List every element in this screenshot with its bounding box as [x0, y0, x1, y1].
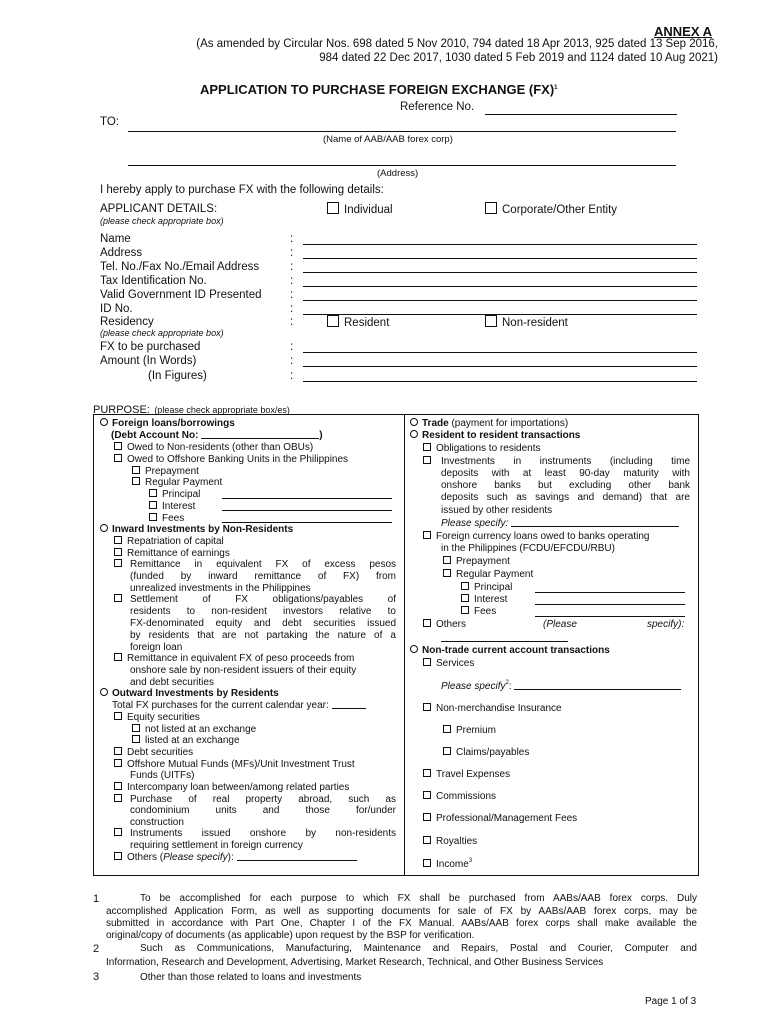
checkbox-icon[interactable] [423, 443, 431, 451]
radio-icon[interactable] [100, 524, 108, 532]
corporate-option[interactable]: Corporate/Other Entity [485, 202, 617, 216]
nonmerch-option[interactable]: Non-merchandise Insurance [423, 703, 562, 714]
investments-line-3: onshore banks but excluding other bank [441, 480, 690, 491]
right-prepayment-option[interactable]: Prepayment [443, 556, 510, 567]
total-fx: Total FX purchases for the current calendar year: [112, 700, 366, 711]
checkbox-icon[interactable] [114, 653, 122, 661]
remittance-peso-line-3: and debt securities [130, 677, 214, 688]
remittance-earnings-option[interactable]: Remittance of earnings [114, 548, 230, 559]
remittance-excess-line-2: (funded by inward remittance of FX) from [130, 571, 396, 582]
trade-option[interactable]: Trade (payment for importations) [410, 418, 568, 429]
individual-option[interactable]: Individual [327, 202, 393, 216]
owed-nonresidents-option[interactable]: Owed to Non-residents (other than OBUs) [114, 442, 313, 453]
address-label: Address [100, 247, 143, 259]
reference-input[interactable] [485, 114, 677, 115]
fx-label: FX to be purchased [100, 341, 201, 353]
interest-option[interactable]: Interest [149, 501, 195, 512]
checkbox-icon[interactable] [149, 489, 157, 497]
checkbox-icon[interactable] [485, 315, 497, 327]
right-interest-input[interactable] [535, 604, 685, 605]
settlement-option[interactable] [114, 594, 127, 605]
right-others-please: (Please [543, 619, 577, 630]
checkbox-icon[interactable] [114, 794, 122, 802]
debt-account-input[interactable] [201, 430, 319, 439]
checkbox-icon[interactable] [423, 703, 431, 711]
investments-line-1: Investments in instruments (including time [441, 456, 690, 467]
right-interest-option[interactable]: Interest [461, 594, 507, 605]
checkbox-icon[interactable] [423, 836, 431, 844]
premium-option[interactable]: Premium [443, 725, 496, 736]
right-regular-option[interactable]: Regular Payment [443, 569, 533, 580]
checkbox-icon[interactable] [114, 828, 122, 836]
checkbox-icon[interactable] [114, 454, 122, 462]
listed-option[interactable]: listed at an exchange [132, 735, 240, 746]
colon: : [290, 303, 294, 315]
checkbox-icon[interactable] [114, 548, 122, 556]
intercompany-option[interactable]: Intercompany loan between/among related parties [114, 782, 349, 793]
right-principal-input[interactable] [535, 592, 685, 593]
words-label: Amount (In Words) [100, 355, 197, 367]
recipient-address-input[interactable] [128, 165, 676, 166]
equity-option[interactable]: Equity securities [114, 712, 200, 723]
right-principal-option[interactable]: Principal [461, 582, 512, 593]
checkbox-icon[interactable] [423, 813, 431, 821]
colon: : [290, 289, 294, 301]
residency-label: Residency [100, 316, 154, 328]
owed-obu-option[interactable]: Owed to Offshore Banking Units in the Philippines [114, 454, 348, 465]
applicant-label: APPLICANT DETAILS: [100, 203, 218, 215]
others-option[interactable]: Others (Please specify): [114, 852, 357, 863]
obligations-option[interactable]: Obligations to residents [423, 443, 541, 454]
checkbox-icon[interactable] [114, 442, 122, 450]
real-property-line-1: Purchase of real property abroad, such as [130, 794, 396, 805]
investments-option[interactable] [423, 456, 436, 467]
foreign-loans-option[interactable]: Foreign loans/borrowings [100, 418, 235, 429]
footnote-3-text: Other than those related to loans and investments [140, 972, 362, 983]
radio-icon[interactable] [410, 418, 418, 426]
colon: : [290, 247, 294, 259]
res-to-res-option[interactable]: Resident to resident transactions [410, 430, 580, 441]
fees-option[interactable]: Fees [149, 513, 184, 524]
checkbox-icon[interactable] [423, 769, 431, 777]
others-input[interactable] [237, 852, 357, 861]
services-specify: Please specify$^2$: [441, 680, 681, 692]
radio-icon[interactable] [410, 430, 418, 438]
fc-loans-line-2: in the Philippines (FCDU/EFCDU/RBU) [441, 543, 615, 554]
offshore-funds-option[interactable]: Offshore Mutual Funds (MFs)/Unit Investment Trust [114, 759, 355, 770]
travel-option[interactable]: Travel Expenses [423, 769, 510, 780]
footnote-2-number: 2 [93, 943, 100, 955]
gov-id-input[interactable] [303, 300, 697, 301]
checkbox-icon[interactable] [461, 582, 469, 590]
checkbox-icon[interactable] [423, 619, 431, 627]
checkbox-icon[interactable] [423, 531, 431, 539]
right-others-option[interactable]: Others [423, 619, 466, 630]
checkbox-icon[interactable] [114, 536, 122, 544]
investments-line-5: issued by other residents [441, 505, 553, 516]
checkbox-icon[interactable] [132, 466, 140, 474]
prepayment-option[interactable]: Prepayment [132, 466, 199, 477]
id-no-label: ID No. [100, 303, 133, 315]
intro-text: I hereby apply to purchase FX with the following details: [100, 184, 384, 196]
footnote-1-line-3: submitted in accordance with Part One, Chapter I of the FX Manual. AABs/AAB forex corps shall make available the [106, 918, 697, 929]
total-fx-input[interactable] [332, 700, 366, 709]
footnote-1-line-4: original/copy of documents (as applicable) upon request by the BSP for verification. [106, 930, 475, 941]
checkbox-icon[interactable] [443, 556, 451, 564]
fees-input[interactable] [222, 522, 392, 523]
debt-securities-option[interactable]: Debt securities [114, 747, 193, 758]
royalties-option[interactable]: Royalties [423, 836, 477, 847]
tel-label: Tel. No./Fax No./Email Address [100, 261, 260, 273]
radio-icon[interactable] [410, 645, 418, 653]
instruments-option[interactable] [114, 828, 127, 839]
checkbox-icon[interactable] [114, 747, 122, 755]
remittance-peso-option[interactable]: Remittance in equivalent FX of peso proceeds from [114, 653, 354, 664]
footnote-1-line-1: To be accomplished for each purpose to which FX shall be purchased from AABs/AAB forex corps. Duly [140, 893, 697, 904]
checkbox-icon[interactable] [327, 202, 339, 214]
investments-specify-input[interactable] [511, 518, 679, 527]
settlement-line-5: foreign loan [130, 642, 183, 653]
instruments-line-1: Instruments issued onshore by non-residents [130, 828, 396, 839]
colon: : [290, 341, 294, 353]
checkbox-icon[interactable] [149, 501, 157, 509]
purpose-divider [404, 414, 405, 876]
words-input[interactable] [303, 366, 697, 367]
footnote-3-number: 3 [93, 971, 100, 983]
fx-input[interactable] [303, 352, 697, 353]
checkbox-icon[interactable] [423, 791, 431, 799]
figures-label: (In Figures) [148, 370, 207, 382]
checkbox-icon[interactable] [461, 606, 469, 614]
inward-option[interactable]: Inward Investments by Non-Residents [100, 524, 293, 535]
checkbox-icon[interactable] [114, 559, 122, 567]
recipient-name-input[interactable] [128, 131, 676, 132]
remittance-excess-option[interactable] [114, 559, 127, 570]
name-input[interactable] [303, 244, 697, 245]
remittance-excess-line-1: Remittance in equivalent FX of excess pesos [130, 559, 396, 570]
remittance-excess-line-3: unrealized investments in the Philippines [130, 583, 311, 594]
colon: : [290, 261, 294, 273]
checkbox-icon[interactable] [114, 759, 122, 767]
checkbox-icon[interactable] [132, 735, 140, 743]
form-title: APPLICATION TO PURCHASE FOREIGN EXCHANGE (FX)$^1$ [200, 82, 558, 97]
principal-input[interactable] [222, 498, 392, 499]
applicant-hint: (please check appropriate box) [100, 216, 224, 226]
not-listed-option[interactable]: not listed at an exchange [132, 724, 256, 735]
colon: : [290, 233, 294, 245]
amendment-line-2: 984 dated 22 Dec 2017, 1030 dated 5 Feb 2019 and 1124 dated 10 Aug 2021) [319, 52, 718, 64]
debt-account: (Debt Account No: ) [111, 430, 323, 441]
services-specify-input[interactable] [514, 681, 681, 690]
checkbox-icon[interactable] [461, 594, 469, 602]
resident-option[interactable]: Resident [327, 315, 389, 329]
annex-label: ANNEX A [654, 24, 713, 39]
address-input[interactable] [303, 258, 697, 259]
outward-option[interactable]: Outward Investments by Residents [100, 688, 279, 699]
right-fees-option[interactable]: Fees [461, 606, 496, 617]
tel-input[interactable] [303, 272, 697, 273]
checkbox-icon[interactable] [114, 594, 122, 602]
footnote-2-line-1: Such as Communications, Manufacturing, Maintenance and Repairs, Postal and Courier, Computer and [140, 943, 697, 954]
radio-icon[interactable] [100, 418, 108, 426]
checkbox-icon[interactable] [132, 724, 140, 732]
checkbox-icon[interactable] [149, 513, 157, 521]
to-label: TO: [100, 116, 119, 128]
instruments-line-2: requiring settlement in foreign currency [130, 840, 303, 851]
offshore-funds-line-2: Funds (UITFs) [130, 770, 195, 781]
checkbox-icon[interactable] [114, 852, 122, 860]
real-property-line-2: condominium units and those for/under [130, 805, 396, 816]
real-property-option[interactable] [114, 794, 127, 805]
footnote-1-number: 1 [93, 893, 100, 905]
investments-line-4: deposits such as savings and demand) that are [441, 492, 690, 503]
commissions-option[interactable]: Commissions [423, 791, 496, 802]
settlement-line-1: Settlement of FX obligations/payables of [130, 594, 396, 605]
checkbox-icon[interactable] [443, 747, 451, 755]
settlement-line-2: residents to non-resident investors relative to [130, 606, 396, 617]
checkbox-icon[interactable] [114, 782, 122, 790]
radio-icon[interactable] [100, 688, 108, 696]
checkbox-icon[interactable] [114, 712, 122, 720]
checkbox-icon[interactable] [423, 456, 431, 464]
footnote-1-line-2: accomplished Application Form, as well as supporting documents for sale of FX by AABs/AAB forex corps, may be [106, 906, 697, 917]
gov-id-label: Valid Government ID Presented [100, 289, 262, 301]
investments-line-2: deposits with at least 90-day maturity with [441, 468, 690, 479]
right-others-input[interactable] [441, 641, 568, 642]
purpose-label: PURPOSE: (please check appropriate box/es) [93, 404, 290, 416]
checkbox-icon[interactable] [485, 202, 497, 214]
amendment-line-1: (As amended by Circular Nos. 698 dated 5 Nov 2010, 794 dated 18 Apr 2013, 925 dated 13 Sep 2016, [196, 38, 718, 50]
services-option[interactable]: Services [423, 658, 474, 669]
investments-specify: Please specify: [441, 518, 679, 529]
professional-option[interactable]: Professional/Management Fees [423, 813, 577, 824]
colon: : [290, 275, 294, 287]
real-property-line-3: construction [130, 817, 184, 828]
nonresident-option[interactable]: Non-resident [485, 315, 568, 329]
page-number: Page 1 of 3 [645, 996, 697, 1007]
checkbox-icon[interactable] [132, 477, 140, 485]
tin-input[interactable] [303, 286, 697, 287]
address-caption: (Address) [377, 168, 419, 179]
settlement-line-3: FX-denominated equity and debt securities issued [130, 618, 396, 629]
figures-input[interactable] [303, 381, 697, 382]
colon: : [290, 355, 294, 367]
colon: : [290, 316, 294, 328]
tin-label: Tax Identification No. [100, 275, 207, 287]
checkbox-icon[interactable] [443, 569, 451, 577]
repatriation-option[interactable]: Repatriation of capital [114, 536, 224, 547]
income-option[interactable]: Income$^3$ [423, 858, 472, 870]
residency-hint: (please check appropriate box) [100, 328, 224, 338]
principal-option[interactable]: Principal [149, 489, 200, 500]
non-trade-option[interactable]: Non-trade current account transactions [410, 645, 610, 656]
reference-label: Reference No. [400, 101, 475, 113]
footnote-2-line-2: Information, Research and Development, Advertising, Market Research, Technical, and Other Business Services [106, 957, 604, 968]
interest-input[interactable] [222, 510, 392, 511]
claims-option[interactable]: Claims/payables [443, 747, 529, 758]
settlement-line-4: by residents that are not partaking the nature of a [130, 630, 396, 641]
right-others-specify: specify): [647, 619, 685, 630]
name-label: Name [100, 233, 131, 245]
right-fees-input[interactable] [535, 616, 685, 617]
fc-loans-option[interactable]: Foreign currency loans owed to banks operating [423, 531, 649, 542]
checkbox-icon[interactable] [423, 859, 431, 867]
remittance-peso-line-2: onshore sale by non-resident issuers of their equity [130, 665, 357, 676]
checkbox-icon[interactable] [327, 315, 339, 327]
checkbox-icon[interactable] [423, 658, 431, 666]
checkbox-icon[interactable] [443, 725, 451, 733]
name-caption: (Name of AAB/AAB forex corp) [323, 134, 453, 145]
regular-payment-option[interactable]: Regular Payment [132, 477, 222, 488]
colon: : [290, 370, 294, 382]
